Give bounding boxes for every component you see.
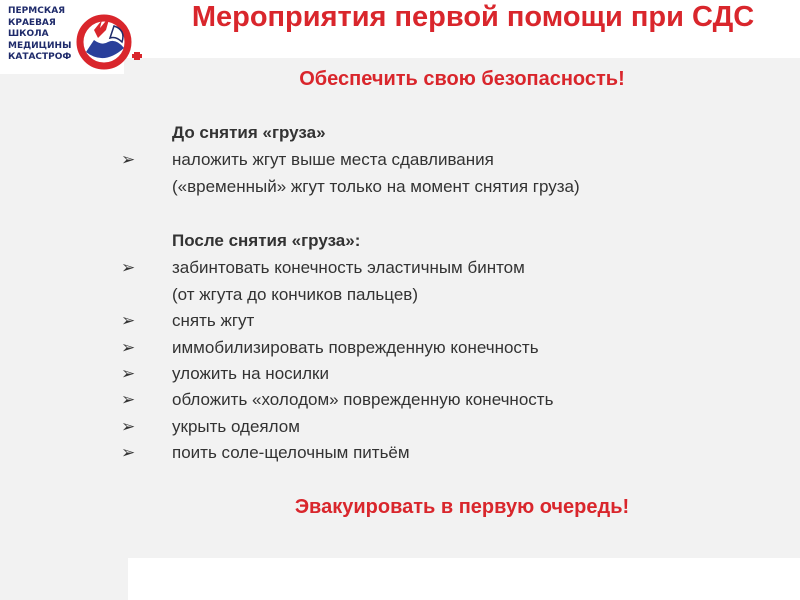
bullet-arrow-icon: ➢ xyxy=(121,150,136,169)
bullet-arrow-icon: ➢ xyxy=(121,417,136,436)
before-removal-heading: До снятия «груза» xyxy=(172,123,326,142)
logo-line: ШКОЛА xyxy=(8,29,49,39)
slide-title: Мероприятия первой помощи при СДС xyxy=(191,1,755,33)
evacuate-footer: Эвакуировать в первую очередь! xyxy=(294,496,630,518)
school-logo xyxy=(2,2,144,72)
bullet-arrow-icon: ➢ xyxy=(121,443,136,462)
after-item-bandage-note: (от жгута до кончиков пальцев) xyxy=(172,285,418,304)
before-item-tourniquet: наложить жгут выше места сдавливания xyxy=(172,150,494,169)
logo-line: КАТАСТРОФ xyxy=(8,52,72,62)
logo-line: КРАЕВАЯ xyxy=(8,17,56,28)
left-strip xyxy=(0,74,128,600)
bullet-arrow-icon: ➢ xyxy=(121,390,136,409)
logo-text xyxy=(8,6,71,64)
bullet-arrow-icon: ➢ xyxy=(121,311,136,330)
safety-subtitle: Обеспечить свою безопасность! xyxy=(299,68,625,90)
after-removal-heading: После снятия «груза»: xyxy=(172,231,361,250)
after-item-drink: поить соле-щелочным питьём xyxy=(172,443,410,462)
logo-line: МЕДИЦИНЫ xyxy=(8,40,72,51)
logo-line: ПЕРМСКАЯ xyxy=(8,6,66,16)
before-item-tourniquet-note: («временный» жгут только на момент снятия груза) xyxy=(172,177,580,196)
after-item-bandage: забинтовать конечность эластичным бинтом xyxy=(172,258,525,277)
after-item-remove-tourniquet: снять жгут xyxy=(172,311,255,330)
bullet-arrow-icon: ➢ xyxy=(121,258,136,277)
bullet-arrow-icon: ➢ xyxy=(121,338,136,357)
after-item-immobilize: иммобилизировать поврежденную конечность xyxy=(172,338,539,357)
bullet-arrow-icon: ➢ xyxy=(121,364,136,383)
after-item-stretcher: уложить на носилки xyxy=(172,364,329,383)
logo-emblem-icon xyxy=(64,8,144,72)
after-item-cold: обложить «холодом» поврежденную конечность xyxy=(172,390,554,409)
after-item-blanket: укрыть одеялом xyxy=(172,417,300,436)
